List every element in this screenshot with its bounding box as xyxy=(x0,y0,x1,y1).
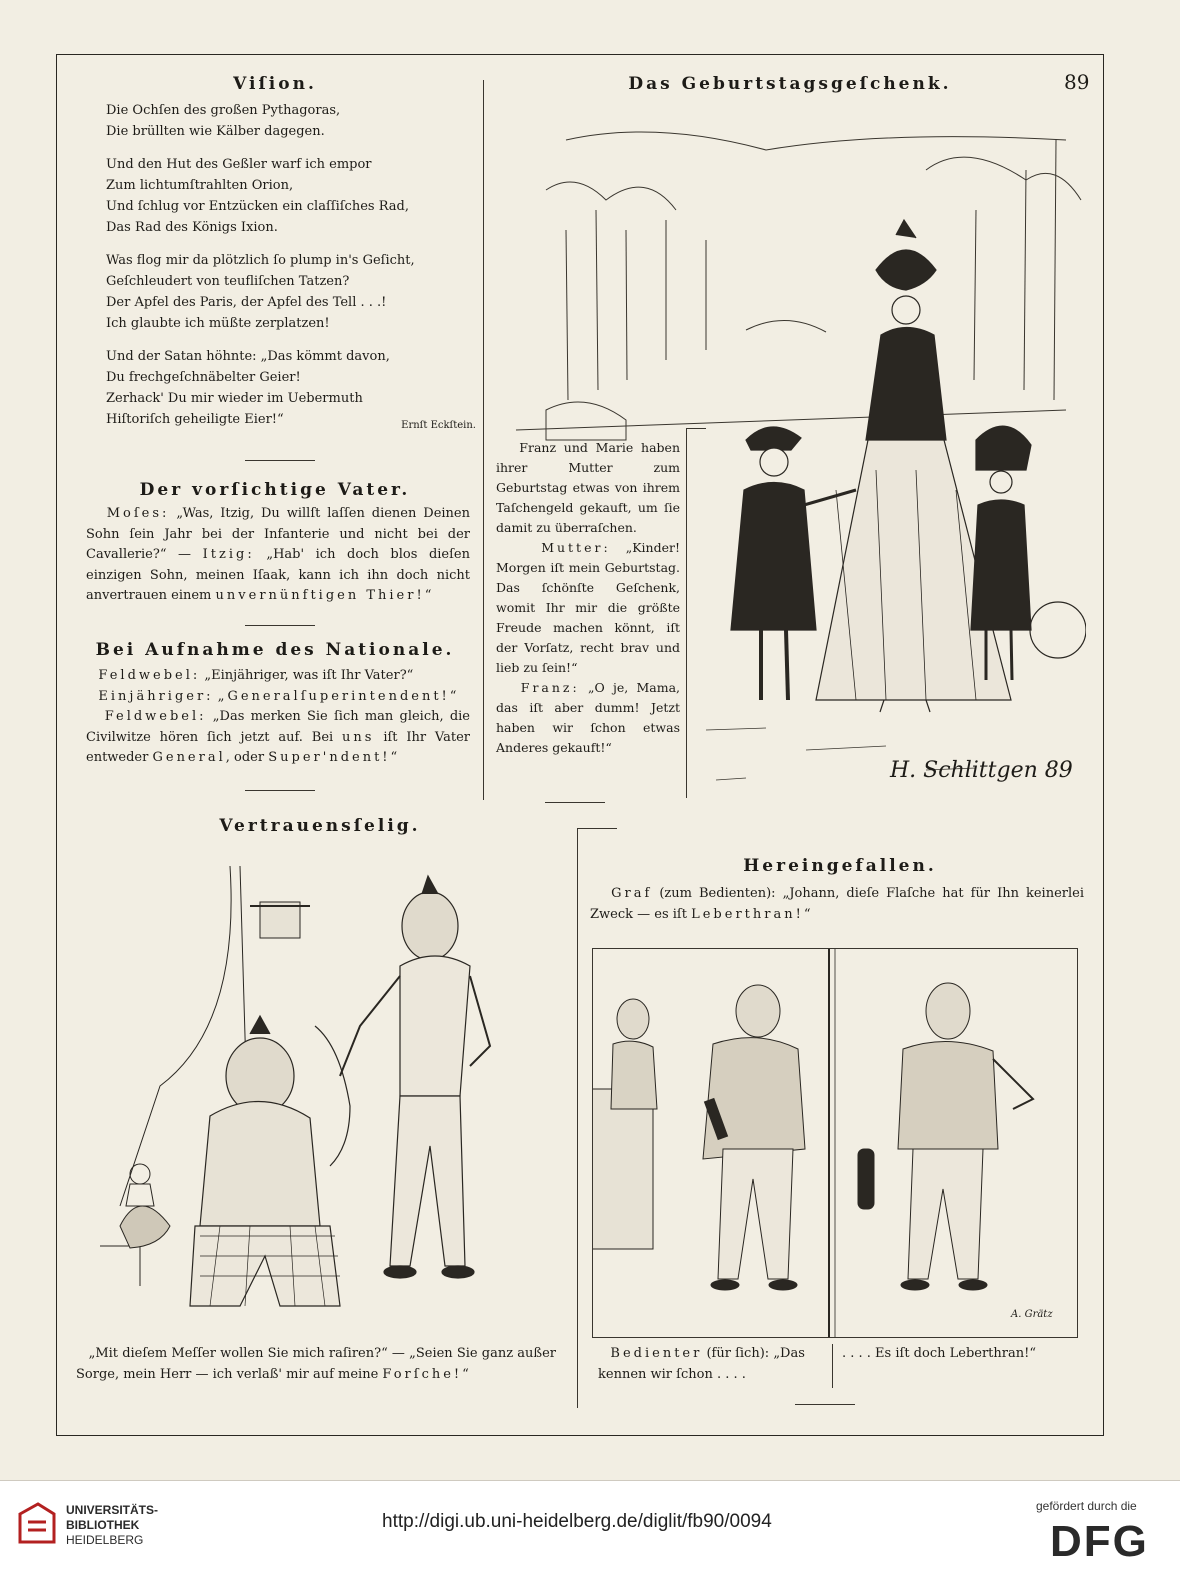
text: “ xyxy=(390,750,398,765)
column-divider xyxy=(483,80,484,800)
poem-line: Die brüllten wie Kälber dagegen. xyxy=(106,124,325,139)
vision-poem xyxy=(106,100,476,442)
text: „Das merken Sie ſich man gleich, die Civilwitze hören ſich jetzt auf. Bei xyxy=(86,709,471,745)
speaker: Bedienter xyxy=(610,1346,703,1361)
text-box-border xyxy=(686,428,687,798)
emphasis: unvernünftigen Thier! xyxy=(215,588,425,603)
speaker: Einjähriger: xyxy=(98,688,214,704)
emphasis: Forſche! xyxy=(382,1366,463,1382)
emphasis: Super'ndent! xyxy=(268,750,391,765)
poem-line: Das Rad des Königs Ixion. xyxy=(106,220,278,235)
speaker: Graf xyxy=(611,886,653,901)
text-box-border xyxy=(686,428,706,429)
poem-line: Zerhack' Du mir wieder im Uebermuth xyxy=(106,391,363,406)
institution-name xyxy=(66,1503,158,1548)
emphasis: uns xyxy=(342,729,375,745)
poem-line: Und ſchlug vor Entzücken ein claſſiſches Rad, xyxy=(106,199,409,214)
text: “ xyxy=(462,1366,469,1382)
poem-line: Was flog mir da plötzlich ſo plump in's Geſicht, xyxy=(106,253,415,268)
poem-line: Und den Hut des Geßler warf ich empor xyxy=(106,157,372,172)
inst-line: UNIVERSITÄTS- xyxy=(66,1503,159,1517)
vertrauens-illustration xyxy=(100,846,560,1336)
poem-line: Hiſtoriſch geheiligte Eier!“ xyxy=(106,412,284,427)
text: . . . . Es iſt doch Leberthran!“ xyxy=(842,1346,1036,1361)
text: , oder xyxy=(225,750,265,765)
text: Franz und Marie haben ihrer Mutter zum Geburtstag etwas von ihrem Taſchengeld gekauft, um ſie damit zu überraſchen. xyxy=(496,440,680,535)
aside: (für ſich): xyxy=(706,1346,770,1361)
herein-caption-right xyxy=(842,1344,1074,1365)
vertrauens-title: Vertrauensſelig. xyxy=(219,816,421,836)
geburtstag-title: Das Geburtstagsgeſchenk. xyxy=(628,74,952,94)
divider xyxy=(245,790,315,791)
text: „Was, Itzig, Du willſt laſſen dienen Deinen Sohn ſein Jahr bei der Infanterie und nicht bei der Cavallerie?“ — xyxy=(86,506,470,562)
divider xyxy=(795,1404,855,1405)
herein-title: Hereingefallen. xyxy=(743,856,937,876)
poem-line: Ich glaubte ich müßte zerplatzen! xyxy=(106,316,330,331)
poem-line: Zum lichtumſtrahlten Orion, xyxy=(106,178,294,193)
box-border xyxy=(577,828,617,829)
footer-bar xyxy=(0,1480,1180,1569)
herein-text xyxy=(590,884,1084,925)
speaker: Franz: xyxy=(520,680,580,695)
inst-line: BIBLIOTHEK xyxy=(66,1518,140,1532)
text: „Kinder! Morgen iſt mein Geburtstag. Das ſchönſte Geſchenk, womit Ihr mir die größte Freude machen könnt, iſt der Vorſatz, recht brav und lieb zu ſein!“ xyxy=(496,540,680,675)
geburtstag-text xyxy=(496,438,680,758)
stanza xyxy=(106,100,466,142)
text: „Einjähriger, was iſt Ihr Vater?“ xyxy=(204,668,414,683)
sponsor-label: gefördert durch die xyxy=(1036,1499,1137,1513)
stanza xyxy=(106,154,466,238)
aufnahme-text xyxy=(86,666,470,769)
aside: (zum Bedienten): xyxy=(659,886,776,901)
divider xyxy=(245,625,315,626)
emphasis: General xyxy=(152,750,226,765)
speaker: Feldwebel: xyxy=(98,668,201,683)
text: “ xyxy=(803,906,811,922)
text: „O je, Mama, das iſt aber dumm! Jetzt haben wir ſchon etwas Anderes gekauft!“ xyxy=(496,680,680,755)
poem-line: Geſchleudert von teufliſchen Tatzen? xyxy=(106,274,350,289)
vision-title: Viſion. xyxy=(233,74,317,94)
herein-signature: A. Grätz xyxy=(1011,1309,1053,1320)
text: “ xyxy=(424,588,432,603)
text: „Johann, dieſe Flaſche hat für Ihn keinerlei Zweck — es iſt xyxy=(590,886,1084,922)
poem-line: Die Ochſen des großen Pythagoras, xyxy=(106,103,341,118)
column-divider xyxy=(577,828,578,1408)
speaker-moses: Moſes: xyxy=(106,506,170,521)
poem-line: Der Apfel des Paris, der Apfel des Tell . . .! xyxy=(106,295,387,310)
speaker-itzig: Itzig: xyxy=(202,547,255,562)
vorsichtige-title: Der vorſichtige Vater. xyxy=(139,480,411,500)
vertrauens-caption xyxy=(76,1344,556,1385)
text: „Generalſuperintendent!“ xyxy=(217,688,460,704)
emphasis: Leberthran! xyxy=(691,906,804,922)
vision-author: Ernſt Eckſtein. xyxy=(401,420,476,431)
caption-divider xyxy=(832,1344,833,1388)
permalink[interactable]: http://digi.ub.uni-heidelberg.de/diglit/fb90/0094 xyxy=(382,1511,772,1532)
vorsichtige-text xyxy=(86,504,470,607)
text: „Mit dieſem Meſſer wollen Sie mich raſiren?“ — „Seien Sie ganz außer Sorge, mein Herr — ich verlaß' mir auf meine xyxy=(76,1346,556,1382)
servant-scene-drawing xyxy=(593,949,1077,1337)
speaker: Feldwebel: xyxy=(104,709,207,724)
divider xyxy=(245,460,315,461)
barber-scene-drawing xyxy=(100,846,560,1336)
poem-line: Du frechgeſchnäbelter Geier! xyxy=(106,370,301,385)
text: „Hab' ich doch blos dieſen einzigen Sohn, meinen Iſaak, kann ich ihn doch nicht anvertrauen einem xyxy=(86,547,471,603)
page-number: 89 xyxy=(1064,70,1090,94)
stanza xyxy=(106,250,466,334)
aufnahme-title: Bei Aufnahme des Nationale. xyxy=(95,640,455,660)
university-logo-icon xyxy=(16,1502,58,1548)
text: „Das kennen wir ſchon . . . . xyxy=(598,1346,805,1382)
herein-caption-left xyxy=(598,1344,824,1385)
dfg-logo: DFG xyxy=(1050,1517,1149,1566)
divider xyxy=(545,802,605,803)
speaker: Mutter: xyxy=(541,540,611,555)
inst-line: HEIDELBERG xyxy=(66,1533,144,1547)
text: iſt Ihr Vater entweder xyxy=(86,729,471,765)
geburtstag-signature: H. Schlittgen 89 xyxy=(890,758,1073,783)
herein-illustration xyxy=(592,948,1078,1338)
poem-line: Und der Satan höhnte: „Das kömmt davon, xyxy=(106,349,390,364)
